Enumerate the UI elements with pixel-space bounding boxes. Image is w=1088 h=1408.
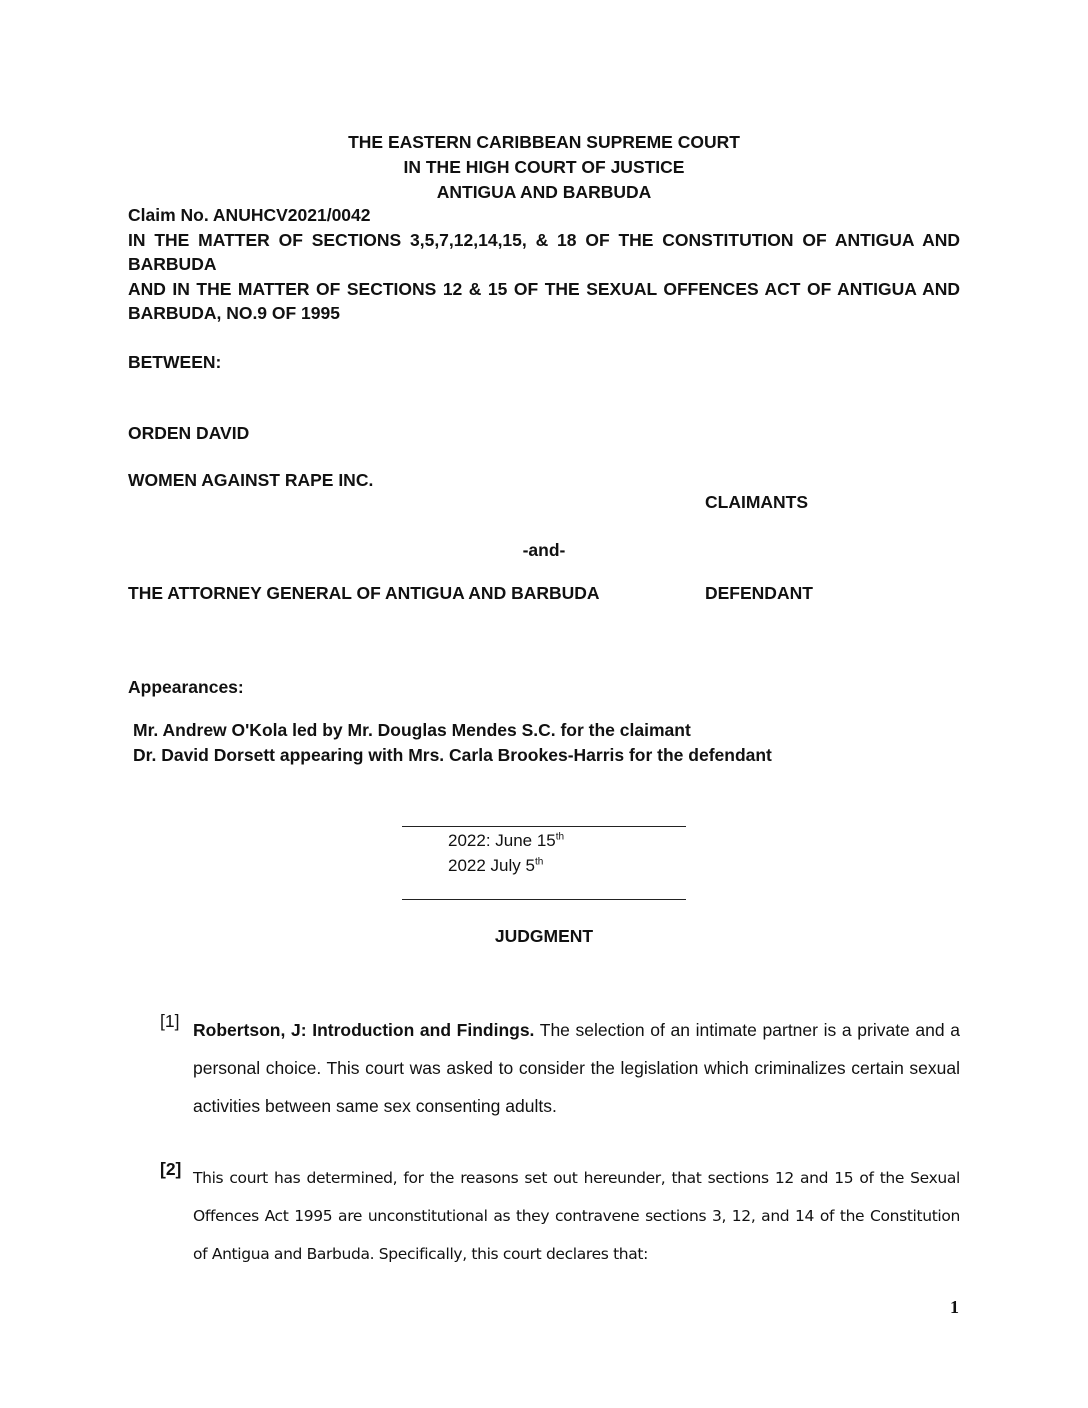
paragraph-text: This court has determined, for the reasons set out hereunder, that sections 12 and 15 of the Sexual Offences Act 1995 are unconstitutional as they contravene sections 3, 12, and 14 of the Constitution of Antigua and Barbuda. Specifically, this court declares that: bbox=[193, 1169, 960, 1263]
between-label: BETWEEN: bbox=[128, 352, 222, 372]
appearance-claimant: Mr. Andrew O'Kola led by Mr. Douglas Mendes S.C. for the claimant bbox=[133, 720, 691, 740]
judgment-date: 2022 July 5th bbox=[448, 856, 544, 875]
hearing-date: 2022: June 15th bbox=[448, 831, 565, 850]
claimant-name: ORDEN DAVID bbox=[128, 423, 250, 443]
claim-number: Claim No. ANUHCV2021/0042 bbox=[128, 205, 371, 225]
divider-line bbox=[402, 826, 686, 827]
page-number: 1 bbox=[950, 1297, 959, 1317]
paragraph bbox=[160, 1011, 960, 1125]
and-separator: -and- bbox=[522, 540, 566, 560]
court-header bbox=[0, 130, 1088, 205]
court-division: IN THE HIGH COURT OF JUSTICE bbox=[403, 157, 685, 177]
paragraph-number: [2] bbox=[160, 1159, 182, 1179]
claimants-role-label: CLAIMANTS bbox=[705, 492, 809, 512]
paragraph-number: [1] bbox=[160, 1011, 180, 1031]
matter-sexual-offences-act: AND IN THE MATTER OF SECTIONS 12 & 15 OF THE SEXUAL OFFENCES ACT OF ANTIGUA AND BARBUDA, NO.9 OF 1995 bbox=[128, 279, 960, 323]
appearances-heading: Appearances: bbox=[128, 677, 244, 697]
jurisdiction: ANTIGUA AND BARBUDA bbox=[436, 182, 652, 202]
paragraph-text bbox=[193, 1011, 960, 1125]
paragraph bbox=[160, 1159, 960, 1273]
court-name: THE EASTERN CARIBBEAN SUPREME COURT bbox=[348, 132, 740, 152]
paragraph-body: The selection of an intimate partner is a private and a personal choice. This court was asked to consider the legislation which criminalizes certain sexual activities between same sex consenting adults. bbox=[193, 1020, 960, 1116]
divider-line bbox=[402, 899, 686, 900]
defendant-role-label: DEFENDANT bbox=[705, 583, 813, 603]
judgment-heading: JUDGMENT bbox=[494, 926, 594, 946]
defendant-name: THE ATTORNEY GENERAL OF ANTIGUA AND BARBUDA bbox=[128, 583, 600, 603]
paragraph-lead: Robertson, J: Introduction and Findings. bbox=[193, 1020, 535, 1040]
appearance-defendant: Dr. David Dorsett appearing with Mrs. Carla Brookes-Harris for the defendant bbox=[133, 745, 772, 765]
claimant-name: WOMEN AGAINST RAPE INC. bbox=[128, 470, 374, 490]
matter-constitution: IN THE MATTER OF SECTIONS 3,5,7,12,14,15, & 18 OF THE CONSTITUTION OF ANTIGUA AND BARBUDA bbox=[128, 230, 960, 274]
